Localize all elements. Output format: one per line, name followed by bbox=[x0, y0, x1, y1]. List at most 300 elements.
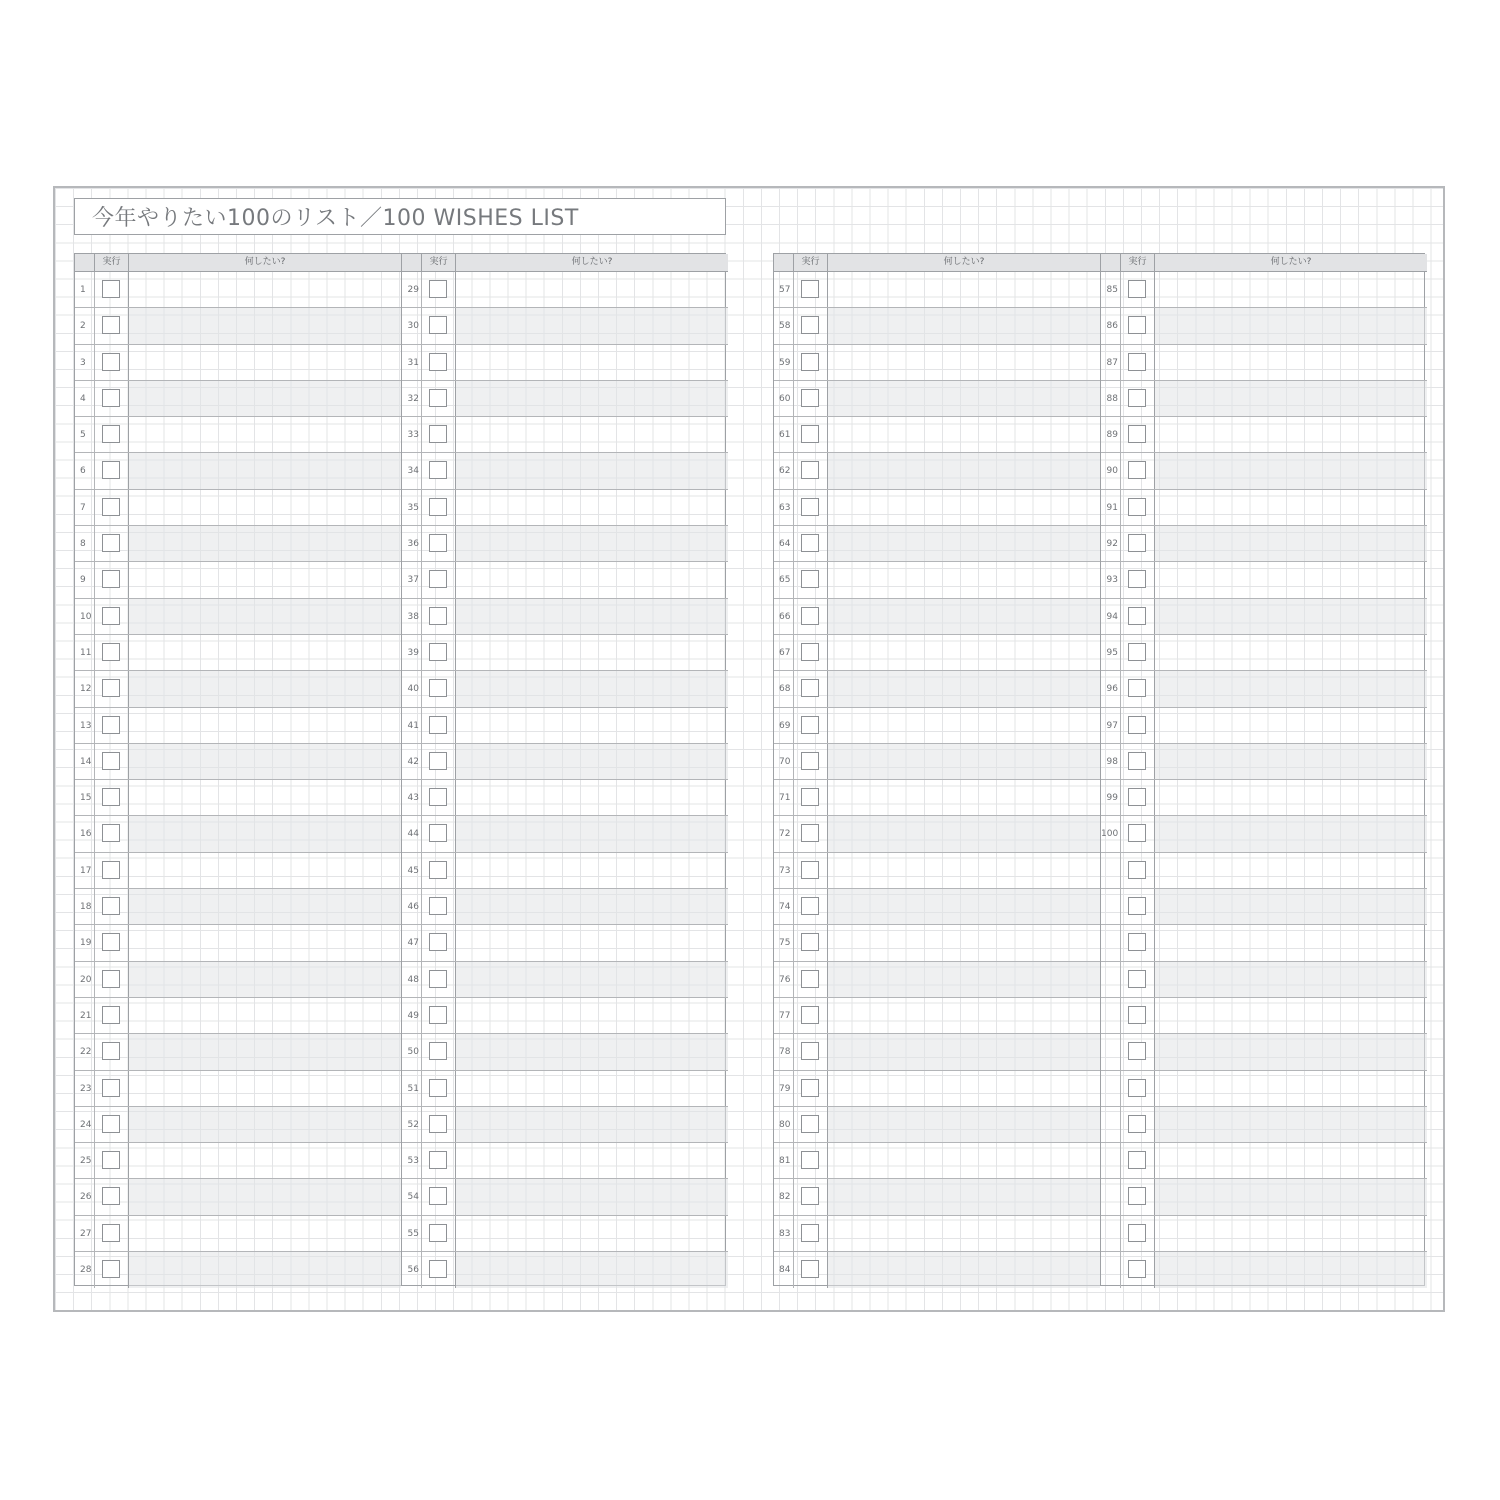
done-cell bbox=[1120, 1179, 1155, 1214]
list-row bbox=[1101, 1143, 1427, 1179]
wish-entry-field[interactable] bbox=[456, 599, 728, 634]
wish-entry-field[interactable] bbox=[1155, 816, 1427, 851]
done-cell bbox=[94, 1252, 129, 1288]
wish-entry-field[interactable] bbox=[828, 381, 1100, 416]
wish-entry-field[interactable] bbox=[1155, 526, 1427, 561]
done-checkbox[interactable] bbox=[429, 716, 447, 734]
row-number: 8 bbox=[80, 539, 86, 550]
done-checkbox[interactable] bbox=[801, 498, 819, 516]
wish-entry-field[interactable] bbox=[828, 1216, 1100, 1251]
wish-entry-field[interactable] bbox=[129, 1071, 401, 1106]
wish-entry-field[interactable] bbox=[129, 1179, 401, 1214]
list-row bbox=[774, 853, 1100, 889]
done-checkbox[interactable] bbox=[801, 1224, 819, 1242]
done-checkbox[interactable] bbox=[429, 1187, 447, 1205]
wish-entry-field[interactable] bbox=[456, 1143, 728, 1178]
wish-entry-field[interactable] bbox=[129, 708, 401, 743]
list-row bbox=[75, 1034, 401, 1070]
done-checkbox[interactable] bbox=[801, 534, 819, 552]
wish-entry-field[interactable] bbox=[1155, 635, 1427, 670]
done-checkbox[interactable] bbox=[102, 1079, 120, 1097]
wish-entry-field[interactable] bbox=[828, 1143, 1100, 1178]
done-checkbox[interactable] bbox=[429, 1006, 447, 1024]
done-checkbox[interactable] bbox=[1128, 970, 1146, 988]
wish-entry-field[interactable] bbox=[456, 1252, 728, 1288]
done-checkbox[interactable] bbox=[102, 1151, 120, 1169]
done-cell bbox=[421, 1252, 456, 1288]
row-number: 92 bbox=[1106, 539, 1118, 550]
wish-entry-field[interactable] bbox=[456, 562, 728, 597]
list-row bbox=[75, 345, 401, 381]
done-cell bbox=[1120, 744, 1155, 779]
done-checkbox[interactable] bbox=[801, 897, 819, 915]
done-checkbox[interactable] bbox=[801, 1006, 819, 1024]
done-checkbox[interactable] bbox=[102, 897, 120, 915]
wish-entry-field[interactable] bbox=[129, 272, 401, 307]
done-checkbox[interactable] bbox=[1128, 716, 1146, 734]
wish-entry-field[interactable] bbox=[456, 308, 728, 343]
wish-entry-field[interactable] bbox=[828, 925, 1100, 960]
wish-entry-field[interactable] bbox=[129, 671, 401, 706]
wish-entry-field[interactable] bbox=[828, 1252, 1100, 1288]
done-checkbox[interactable] bbox=[1128, 534, 1146, 552]
done-checkbox[interactable] bbox=[1128, 1115, 1146, 1133]
done-checkbox[interactable] bbox=[1128, 353, 1146, 371]
row-number: 47 bbox=[407, 938, 419, 949]
wish-entry-field[interactable] bbox=[1155, 1071, 1427, 1106]
done-cell bbox=[1120, 1107, 1155, 1142]
done-cell bbox=[793, 1034, 828, 1069]
done-checkbox[interactable] bbox=[801, 1187, 819, 1205]
done-cell bbox=[793, 526, 828, 561]
done-checkbox[interactable] bbox=[102, 679, 120, 697]
wish-entry-field[interactable] bbox=[1155, 889, 1427, 924]
wish-entry-field[interactable] bbox=[828, 708, 1100, 743]
done-checkbox[interactable] bbox=[801, 1151, 819, 1169]
wish-entry-field[interactable] bbox=[1155, 962, 1427, 997]
wish-entry-field[interactable] bbox=[129, 1143, 401, 1178]
done-checkbox[interactable] bbox=[429, 679, 447, 697]
wish-entry-field[interactable] bbox=[1155, 780, 1427, 815]
wish-entry-field[interactable] bbox=[129, 1034, 401, 1069]
done-cell bbox=[94, 635, 129, 670]
wish-entry-field[interactable] bbox=[1155, 998, 1427, 1033]
done-checkbox[interactable] bbox=[102, 461, 120, 479]
done-checkbox[interactable] bbox=[102, 970, 120, 988]
done-checkbox[interactable] bbox=[429, 498, 447, 516]
wish-entry-field[interactable] bbox=[828, 490, 1100, 525]
wish-entry-field[interactable] bbox=[1155, 308, 1427, 343]
wish-entry-field[interactable] bbox=[129, 925, 401, 960]
list-row bbox=[402, 490, 728, 526]
wish-entry-field[interactable] bbox=[129, 453, 401, 488]
list-row bbox=[402, 381, 728, 417]
wish-entry-field[interactable] bbox=[129, 308, 401, 343]
wish-entry-field[interactable] bbox=[456, 635, 728, 670]
row-number: 7 bbox=[80, 502, 86, 513]
wish-entry-field[interactable] bbox=[1155, 562, 1427, 597]
wish-entry-field[interactable] bbox=[456, 889, 728, 924]
done-checkbox[interactable] bbox=[102, 1115, 120, 1133]
done-checkbox[interactable] bbox=[1128, 1260, 1146, 1278]
done-checkbox[interactable] bbox=[1128, 316, 1146, 334]
list-row bbox=[1101, 635, 1427, 671]
done-checkbox[interactable] bbox=[102, 1006, 120, 1024]
row-number: 55 bbox=[407, 1228, 419, 1239]
wish-entry-field[interactable] bbox=[1155, 853, 1427, 888]
wish-entry-field[interactable] bbox=[828, 526, 1100, 561]
done-checkbox[interactable] bbox=[429, 970, 447, 988]
done-checkbox[interactable] bbox=[801, 461, 819, 479]
row-number: 19 bbox=[80, 938, 92, 949]
done-checkbox[interactable] bbox=[102, 752, 120, 770]
done-checkbox[interactable] bbox=[801, 752, 819, 770]
wish-entry-field[interactable] bbox=[1155, 925, 1427, 960]
wish-entry-field[interactable] bbox=[456, 345, 728, 380]
done-checkbox[interactable] bbox=[801, 425, 819, 443]
done-checkbox[interactable] bbox=[429, 1151, 447, 1169]
done-checkbox[interactable] bbox=[429, 570, 447, 588]
row-number: 89 bbox=[1106, 430, 1118, 441]
list-row bbox=[75, 1107, 401, 1143]
done-checkbox[interactable] bbox=[429, 607, 447, 625]
wish-entry-field[interactable] bbox=[129, 417, 401, 452]
done-cell bbox=[421, 1034, 456, 1069]
wish-entry-field[interactable] bbox=[1155, 1252, 1427, 1288]
done-checkbox[interactable] bbox=[1128, 679, 1146, 697]
done-checkbox[interactable] bbox=[102, 716, 120, 734]
done-checkbox[interactable] bbox=[1128, 570, 1146, 588]
done-checkbox[interactable] bbox=[429, 752, 447, 770]
wish-entry-field[interactable] bbox=[456, 1179, 728, 1214]
wish-entry-field[interactable] bbox=[129, 1107, 401, 1142]
done-checkbox[interactable] bbox=[429, 1115, 447, 1133]
wish-entry-field[interactable] bbox=[129, 853, 401, 888]
done-checkbox[interactable] bbox=[801, 1042, 819, 1060]
wish-entry-field[interactable] bbox=[129, 1252, 401, 1288]
done-checkbox[interactable] bbox=[1128, 752, 1146, 770]
row-number: 43 bbox=[407, 793, 419, 804]
done-checkbox[interactable] bbox=[1128, 425, 1146, 443]
wish-entry-field[interactable] bbox=[456, 490, 728, 525]
done-cell bbox=[421, 744, 456, 779]
list-row bbox=[1101, 1252, 1427, 1288]
wish-entry-field[interactable] bbox=[828, 816, 1100, 851]
done-checkbox[interactable] bbox=[801, 1079, 819, 1097]
wish-entry-field[interactable] bbox=[1155, 1143, 1427, 1178]
done-cell bbox=[793, 308, 828, 343]
wish-entry-field[interactable] bbox=[828, 853, 1100, 888]
done-cell bbox=[1120, 816, 1155, 851]
wish-entry-field[interactable] bbox=[1155, 744, 1427, 779]
wish-entry-field[interactable] bbox=[1155, 345, 1427, 380]
wish-entry-field[interactable] bbox=[1155, 599, 1427, 634]
wish-entry-field[interactable] bbox=[456, 998, 728, 1033]
done-checkbox[interactable] bbox=[1128, 824, 1146, 842]
done-checkbox[interactable] bbox=[429, 1260, 447, 1278]
done-cell bbox=[94, 490, 129, 525]
row-number: 66 bbox=[779, 611, 791, 622]
done-checkbox[interactable] bbox=[429, 534, 447, 552]
done-checkbox[interactable] bbox=[1128, 1006, 1146, 1024]
wish-entry-field[interactable] bbox=[828, 453, 1100, 488]
row-number: 83 bbox=[779, 1228, 791, 1239]
row-number bbox=[1101, 1107, 1120, 1142]
wish-entry-field[interactable] bbox=[828, 1179, 1100, 1214]
wish-entry-field[interactable] bbox=[828, 962, 1100, 997]
wish-entry-field[interactable] bbox=[129, 889, 401, 924]
wish-entry-field[interactable] bbox=[456, 962, 728, 997]
wish-entry-field[interactable] bbox=[1155, 1216, 1427, 1251]
done-cell bbox=[1120, 599, 1155, 634]
wish-entry-field[interactable] bbox=[456, 708, 728, 743]
wish-entry-field[interactable] bbox=[456, 780, 728, 815]
done-checkbox[interactable] bbox=[429, 461, 447, 479]
done-checkbox[interactable] bbox=[102, 280, 120, 298]
list-row bbox=[774, 998, 1100, 1034]
wish-entry-field[interactable] bbox=[828, 671, 1100, 706]
done-checkbox[interactable] bbox=[102, 316, 120, 334]
list-row bbox=[774, 1107, 1100, 1143]
wish-entry-field[interactable] bbox=[456, 272, 728, 307]
done-checkbox[interactable] bbox=[429, 861, 447, 879]
list-row bbox=[774, 889, 1100, 925]
done-checkbox[interactable] bbox=[801, 353, 819, 371]
wish-entry-field[interactable] bbox=[129, 744, 401, 779]
wish-entry-field[interactable] bbox=[456, 853, 728, 888]
done-checkbox[interactable] bbox=[1128, 897, 1146, 915]
done-checkbox[interactable] bbox=[429, 1224, 447, 1242]
wish-entry-field[interactable] bbox=[1155, 1034, 1427, 1069]
done-checkbox[interactable] bbox=[1128, 607, 1146, 625]
row-number: 2 bbox=[80, 321, 86, 332]
done-checkbox[interactable] bbox=[1128, 1187, 1146, 1205]
wish-entry-field[interactable] bbox=[1155, 272, 1427, 307]
wish-entry-field[interactable] bbox=[129, 962, 401, 997]
wish-entry-field[interactable] bbox=[828, 1107, 1100, 1142]
done-checkbox[interactable] bbox=[801, 970, 819, 988]
done-checkbox[interactable] bbox=[102, 389, 120, 407]
list-row bbox=[1101, 1107, 1427, 1143]
done-cell bbox=[94, 1071, 129, 1106]
row-number: 45 bbox=[407, 865, 419, 876]
wish-entry-field[interactable] bbox=[129, 562, 401, 597]
wish-entry-field[interactable] bbox=[828, 1071, 1100, 1106]
wish-entry-field[interactable] bbox=[828, 345, 1100, 380]
done-checkbox[interactable] bbox=[801, 933, 819, 951]
wish-entry-field[interactable] bbox=[828, 998, 1100, 1033]
done-checkbox[interactable] bbox=[429, 1042, 447, 1060]
wish-entry-field[interactable] bbox=[828, 272, 1100, 307]
done-checkbox[interactable] bbox=[801, 861, 819, 879]
done-checkbox[interactable] bbox=[801, 316, 819, 334]
list-row bbox=[402, 526, 728, 562]
wish-entry-field[interactable] bbox=[129, 816, 401, 851]
done-checkbox[interactable] bbox=[102, 824, 120, 842]
wish-entry-field[interactable] bbox=[129, 635, 401, 670]
list-row bbox=[1101, 272, 1427, 308]
done-checkbox[interactable] bbox=[429, 824, 447, 842]
wish-entry-field[interactable] bbox=[456, 1216, 728, 1251]
wish-entry-field[interactable] bbox=[129, 599, 401, 634]
wish-entry-field[interactable] bbox=[456, 1034, 728, 1069]
done-cell bbox=[94, 816, 129, 851]
list-row bbox=[75, 1216, 401, 1252]
done-checkbox[interactable] bbox=[801, 824, 819, 842]
done-checkbox[interactable] bbox=[102, 788, 120, 806]
done-checkbox[interactable] bbox=[1128, 1151, 1146, 1169]
done-checkbox[interactable] bbox=[102, 570, 120, 588]
wish-entry-field[interactable] bbox=[828, 635, 1100, 670]
done-checkbox[interactable] bbox=[102, 425, 120, 443]
done-checkbox[interactable] bbox=[801, 643, 819, 661]
wish-entry-field[interactable] bbox=[129, 490, 401, 525]
wish-entry-field[interactable] bbox=[828, 562, 1100, 597]
list-row bbox=[75, 1143, 401, 1179]
wish-entry-field[interactable] bbox=[1155, 671, 1427, 706]
done-cell bbox=[421, 526, 456, 561]
done-cell bbox=[793, 381, 828, 416]
wish-entry-field[interactable] bbox=[828, 308, 1100, 343]
row-number: 70 bbox=[779, 756, 791, 767]
done-checkbox[interactable] bbox=[102, 353, 120, 371]
wish-entry-field[interactable] bbox=[456, 1107, 728, 1142]
done-cell bbox=[94, 1143, 129, 1178]
done-checkbox[interactable] bbox=[1128, 1042, 1146, 1060]
done-checkbox[interactable] bbox=[429, 1079, 447, 1097]
wish-entry-field[interactable] bbox=[1155, 708, 1427, 743]
done-checkbox[interactable] bbox=[1128, 389, 1146, 407]
done-cell bbox=[94, 345, 129, 380]
wish-entry-field[interactable] bbox=[456, 381, 728, 416]
wish-entry-field[interactable] bbox=[129, 381, 401, 416]
wish-entry-field[interactable] bbox=[129, 998, 401, 1033]
wish-entry-field[interactable] bbox=[1155, 1179, 1427, 1214]
done-checkbox[interactable] bbox=[102, 1042, 120, 1060]
row-number bbox=[1101, 1252, 1120, 1288]
done-checkbox[interactable] bbox=[1128, 788, 1146, 806]
wish-entry-field[interactable] bbox=[129, 1216, 401, 1251]
wish-entry-field[interactable] bbox=[456, 453, 728, 488]
done-cell bbox=[421, 1071, 456, 1106]
done-checkbox[interactable] bbox=[1128, 933, 1146, 951]
done-checkbox[interactable] bbox=[102, 1187, 120, 1205]
done-checkbox[interactable] bbox=[1128, 280, 1146, 298]
done-checkbox[interactable] bbox=[801, 679, 819, 697]
done-cell bbox=[793, 1179, 828, 1214]
done-checkbox[interactable] bbox=[102, 643, 120, 661]
wish-entry-field[interactable] bbox=[1155, 381, 1427, 416]
done-checkbox[interactable] bbox=[1128, 1079, 1146, 1097]
wish-entry-field[interactable] bbox=[1155, 417, 1427, 452]
done-cell bbox=[421, 962, 456, 997]
done-checkbox[interactable] bbox=[801, 1260, 819, 1278]
done-checkbox[interactable] bbox=[1128, 498, 1146, 516]
wish-entry-field[interactable] bbox=[828, 889, 1100, 924]
done-checkbox[interactable] bbox=[801, 570, 819, 588]
wish-entry-field[interactable] bbox=[129, 345, 401, 380]
wish-entry-field[interactable] bbox=[828, 1034, 1100, 1069]
wish-entry-field[interactable] bbox=[456, 816, 728, 851]
done-checkbox[interactable] bbox=[429, 389, 447, 407]
done-cell bbox=[793, 1216, 828, 1251]
list-row bbox=[75, 599, 401, 635]
done-checkbox[interactable] bbox=[1128, 1224, 1146, 1242]
list-row bbox=[75, 453, 401, 489]
wish-entry-field[interactable] bbox=[456, 1071, 728, 1106]
list-row bbox=[402, 345, 728, 381]
wish-entry-field[interactable] bbox=[1155, 1107, 1427, 1142]
done-checkbox[interactable] bbox=[801, 788, 819, 806]
wish-entry-field[interactable] bbox=[1155, 490, 1427, 525]
row-number: 29 bbox=[407, 285, 419, 295]
list-row bbox=[1101, 453, 1427, 489]
done-checkbox[interactable] bbox=[429, 897, 447, 915]
done-checkbox[interactable] bbox=[429, 425, 447, 443]
list-row bbox=[75, 417, 401, 453]
done-checkbox[interactable] bbox=[429, 316, 447, 334]
done-checkbox[interactable] bbox=[801, 716, 819, 734]
done-checkbox[interactable] bbox=[102, 607, 120, 625]
list-row bbox=[75, 272, 401, 308]
done-checkbox[interactable] bbox=[102, 498, 120, 516]
done-checkbox[interactable] bbox=[801, 280, 819, 298]
done-checkbox[interactable] bbox=[102, 1260, 120, 1278]
done-cell bbox=[1120, 1216, 1155, 1251]
wish-entry-field[interactable] bbox=[456, 526, 728, 561]
wish-entry-field[interactable] bbox=[828, 744, 1100, 779]
wish-entry-field[interactable] bbox=[456, 925, 728, 960]
wish-entry-field[interactable] bbox=[456, 744, 728, 779]
done-checkbox[interactable] bbox=[429, 280, 447, 298]
done-checkbox[interactable] bbox=[801, 607, 819, 625]
done-checkbox[interactable] bbox=[102, 933, 120, 951]
done-cell bbox=[421, 816, 456, 851]
row-number: 17 bbox=[80, 865, 92, 876]
done-checkbox[interactable] bbox=[102, 534, 120, 552]
wish-entry-field[interactable] bbox=[456, 671, 728, 706]
list-row bbox=[75, 925, 401, 961]
done-checkbox[interactable] bbox=[1128, 643, 1146, 661]
row-number: 84 bbox=[779, 1265, 791, 1276]
done-checkbox[interactable] bbox=[801, 389, 819, 407]
list-row bbox=[774, 453, 1100, 489]
wish-entry-field[interactable] bbox=[129, 526, 401, 561]
list-row bbox=[774, 1071, 1100, 1107]
done-checkbox[interactable] bbox=[429, 788, 447, 806]
list-column bbox=[401, 254, 728, 1285]
done-cell bbox=[793, 490, 828, 525]
header-done-label: 実行 bbox=[94, 254, 129, 271]
done-checkbox[interactable] bbox=[102, 1224, 120, 1242]
done-checkbox[interactable] bbox=[1128, 861, 1146, 879]
wish-entry-field[interactable] bbox=[828, 599, 1100, 634]
done-checkbox[interactable] bbox=[429, 643, 447, 661]
done-checkbox[interactable] bbox=[801, 1115, 819, 1133]
wish-entry-field[interactable] bbox=[129, 780, 401, 815]
done-checkbox[interactable] bbox=[429, 933, 447, 951]
wish-entry-field[interactable] bbox=[828, 417, 1100, 452]
wish-entry-field[interactable] bbox=[1155, 453, 1427, 488]
list-row bbox=[402, 1179, 728, 1215]
wish-entry-field[interactable] bbox=[828, 780, 1100, 815]
done-checkbox[interactable] bbox=[429, 353, 447, 371]
wish-entry-field[interactable] bbox=[456, 417, 728, 452]
list-row bbox=[402, 562, 728, 598]
done-checkbox[interactable] bbox=[102, 861, 120, 879]
row-number: 51 bbox=[407, 1083, 419, 1094]
done-checkbox[interactable] bbox=[1128, 461, 1146, 479]
